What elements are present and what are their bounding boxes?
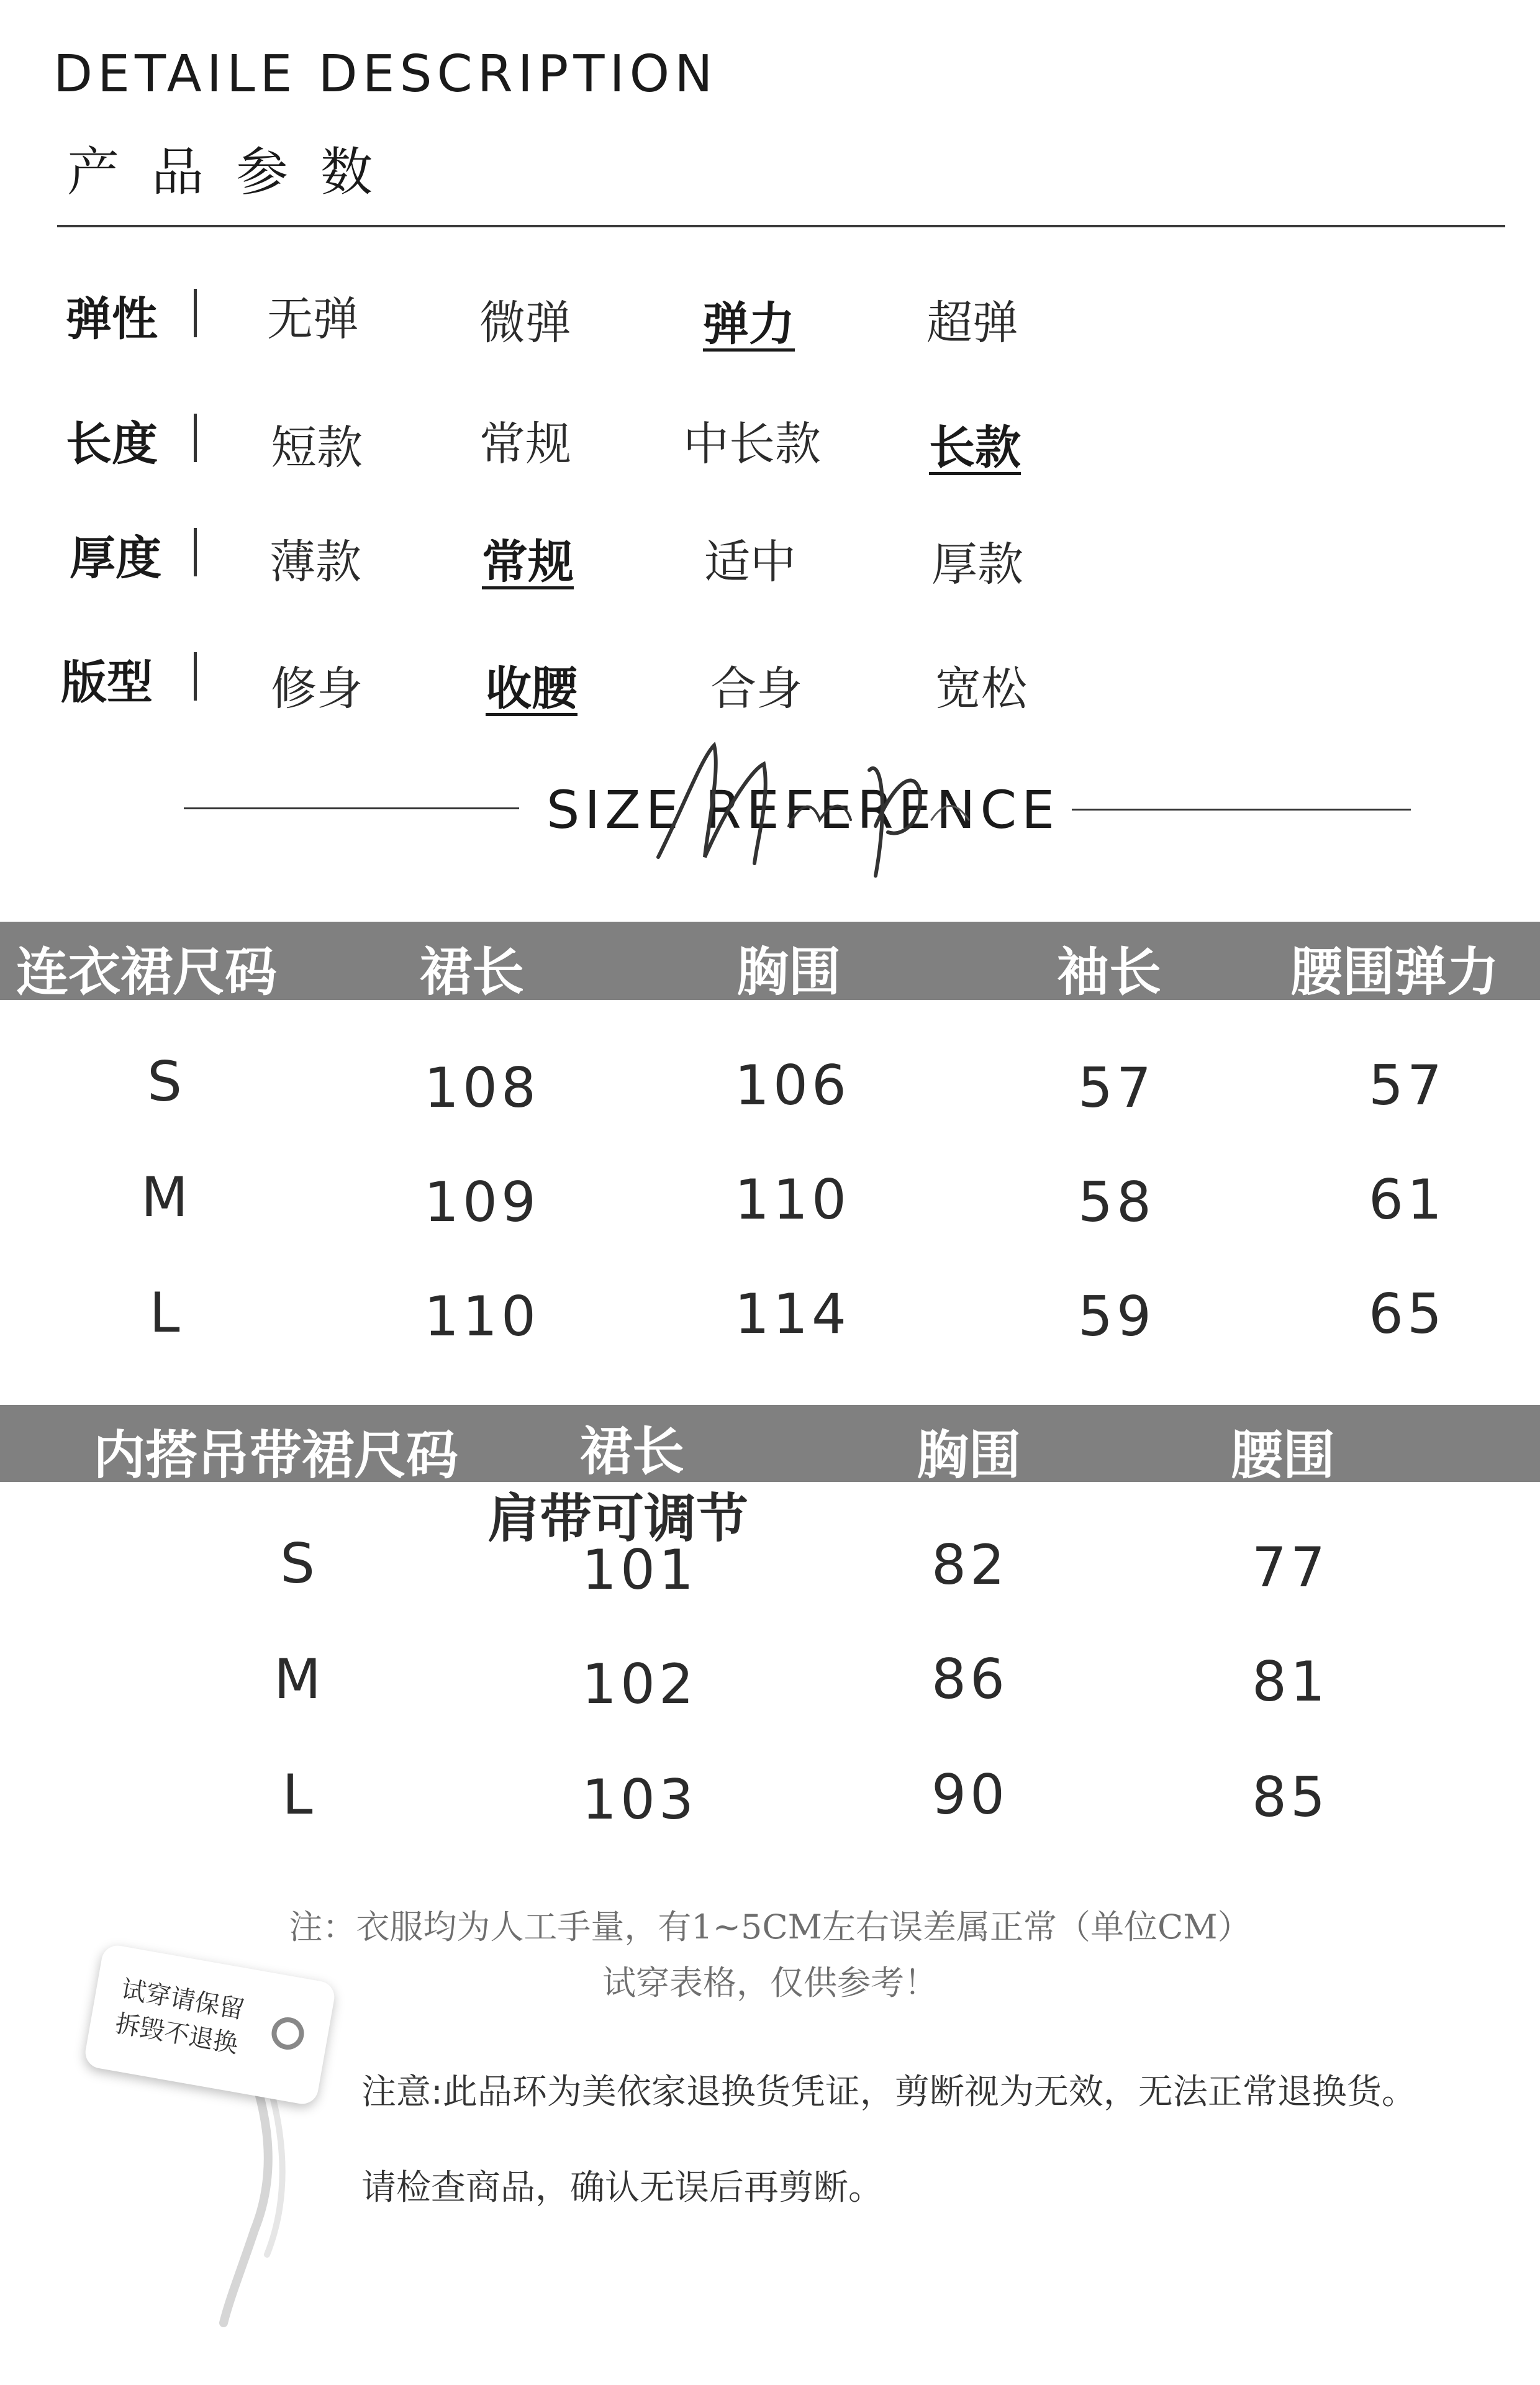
table-cell: 109 bbox=[424, 1170, 540, 1234]
table-cell: 114 bbox=[735, 1282, 850, 1346]
dress-header-length: 裙长 bbox=[420, 942, 525, 1002]
table-cell: 81 bbox=[1252, 1650, 1329, 1714]
title-english: DETAILE DESCRIPTION bbox=[53, 45, 718, 104]
table-cell: 86 bbox=[931, 1647, 1008, 1711]
attribute-option-selected: 长款 bbox=[929, 421, 1021, 475]
dress-header-waist-stretch: 腰围弹力 bbox=[1290, 942, 1500, 1002]
attribute-option: 修身 bbox=[271, 662, 363, 716]
table-cell: 82 bbox=[931, 1533, 1008, 1597]
table-cell: M bbox=[141, 1165, 192, 1229]
table-cell: 59 bbox=[1078, 1284, 1155, 1348]
table-cell: 85 bbox=[1252, 1765, 1329, 1829]
signature-script-decoration bbox=[646, 733, 994, 882]
attribute-option: 中长款 bbox=[683, 417, 821, 471]
table-cell: L bbox=[282, 1763, 317, 1827]
attribute-option: 宽松 bbox=[935, 662, 1027, 716]
attribute-row-elasticity bbox=[0, 283, 1540, 370]
attribute-separator bbox=[194, 289, 197, 337]
reference-note: 试穿表格，仅供参考！ bbox=[602, 1963, 938, 2002]
table-cell: 110 bbox=[735, 1168, 850, 1232]
size-heading-line-left bbox=[184, 807, 519, 809]
tag-text bbox=[112, 1972, 247, 2062]
table-cell: 57 bbox=[1078, 1056, 1155, 1120]
table-cell: 106 bbox=[735, 1053, 850, 1117]
tag-hole-icon bbox=[269, 2015, 306, 2052]
title-chinese: 产品参数 bbox=[67, 142, 405, 202]
attribute-row-thickness bbox=[0, 522, 1540, 609]
attribute-label: 弹性 bbox=[66, 293, 158, 346]
attribute-row-length bbox=[0, 407, 1540, 494]
table-cell: M bbox=[274, 1647, 325, 1711]
size-heading-line-right bbox=[1072, 809, 1411, 811]
attribute-separator bbox=[194, 414, 197, 462]
attribute-option: 常规 bbox=[479, 417, 571, 471]
tag-text-line2: 拆毁不退换 bbox=[113, 2009, 241, 2059]
attribute-option: 适中 bbox=[704, 535, 796, 589]
dress-header-sleeve: 袖长 bbox=[1057, 942, 1162, 1002]
attribute-option: 无弹 bbox=[267, 293, 359, 346]
measurement-note: 注：衣服均为人工手量，有1~5CM左右误差属正常（单位CM） bbox=[289, 1907, 1251, 1947]
slip-header-bust: 胸围 bbox=[917, 1425, 1021, 1486]
table-cell: 108 bbox=[424, 1056, 540, 1120]
attribute-option-selected: 弹力 bbox=[703, 298, 795, 351]
table-cell: S bbox=[280, 1532, 319, 1596]
attribute-option: 厚款 bbox=[931, 538, 1023, 591]
attribute-option-selected: 收腰 bbox=[486, 662, 578, 716]
size-reference-title: SIZE REFERENCE bbox=[546, 779, 1060, 840]
tag-text-line1: 试穿请保留 bbox=[119, 1974, 247, 2025]
attribute-separator bbox=[194, 652, 197, 701]
table-cell: 65 bbox=[1369, 1282, 1446, 1346]
attribute-separator bbox=[194, 528, 197, 576]
table-cell: 110 bbox=[424, 1284, 540, 1348]
strap-adjustable-note: 肩带可调节 bbox=[487, 1488, 749, 1549]
check-before-cut-note: 请检查商品，确认无误后再剪断。 bbox=[361, 2168, 883, 2208]
attribute-option: 合身 bbox=[710, 662, 802, 716]
table-cell: 101 bbox=[582, 1538, 697, 1602]
attribute-label: 长度 bbox=[66, 417, 158, 471]
slip-header-size: 内搭吊带裙尺码 bbox=[93, 1425, 459, 1486]
table-cell: 57 bbox=[1369, 1053, 1446, 1117]
table-cell: S bbox=[147, 1050, 186, 1114]
attribute-option: 超弹 bbox=[926, 296, 1018, 350]
table-cell: 77 bbox=[1252, 1535, 1329, 1599]
tag-warning-note: 注意:此品环为美依家退换货凭证，剪断视为无效，无法正常退换货。 bbox=[361, 2072, 1416, 2112]
attribute-option: 微弹 bbox=[479, 296, 571, 350]
table-cell: L bbox=[149, 1281, 184, 1345]
dress-header-bust: 胸围 bbox=[736, 942, 841, 1002]
slip-header-length: 裙长 bbox=[580, 1421, 685, 1482]
table-cell: 90 bbox=[931, 1763, 1008, 1827]
slip-table-header bbox=[0, 1405, 1540, 1486]
table-cell: 103 bbox=[582, 1768, 697, 1832]
attribute-option: 薄款 bbox=[270, 535, 361, 589]
attribute-option: 短款 bbox=[271, 421, 363, 475]
slip-header-waist: 腰围 bbox=[1231, 1425, 1336, 1486]
dress-table-header bbox=[0, 922, 1540, 1000]
attribute-row-fit bbox=[0, 646, 1540, 733]
table-cell: 102 bbox=[582, 1652, 697, 1716]
dress-header-size: 连衣裙尺码 bbox=[16, 942, 278, 1002]
attribute-label: 厚度 bbox=[70, 532, 161, 585]
header-divider bbox=[57, 225, 1505, 227]
table-cell: 58 bbox=[1078, 1170, 1155, 1234]
table-cell: 61 bbox=[1369, 1168, 1446, 1232]
attribute-label: 版型 bbox=[61, 656, 153, 709]
attribute-option-selected: 常规 bbox=[482, 535, 574, 589]
